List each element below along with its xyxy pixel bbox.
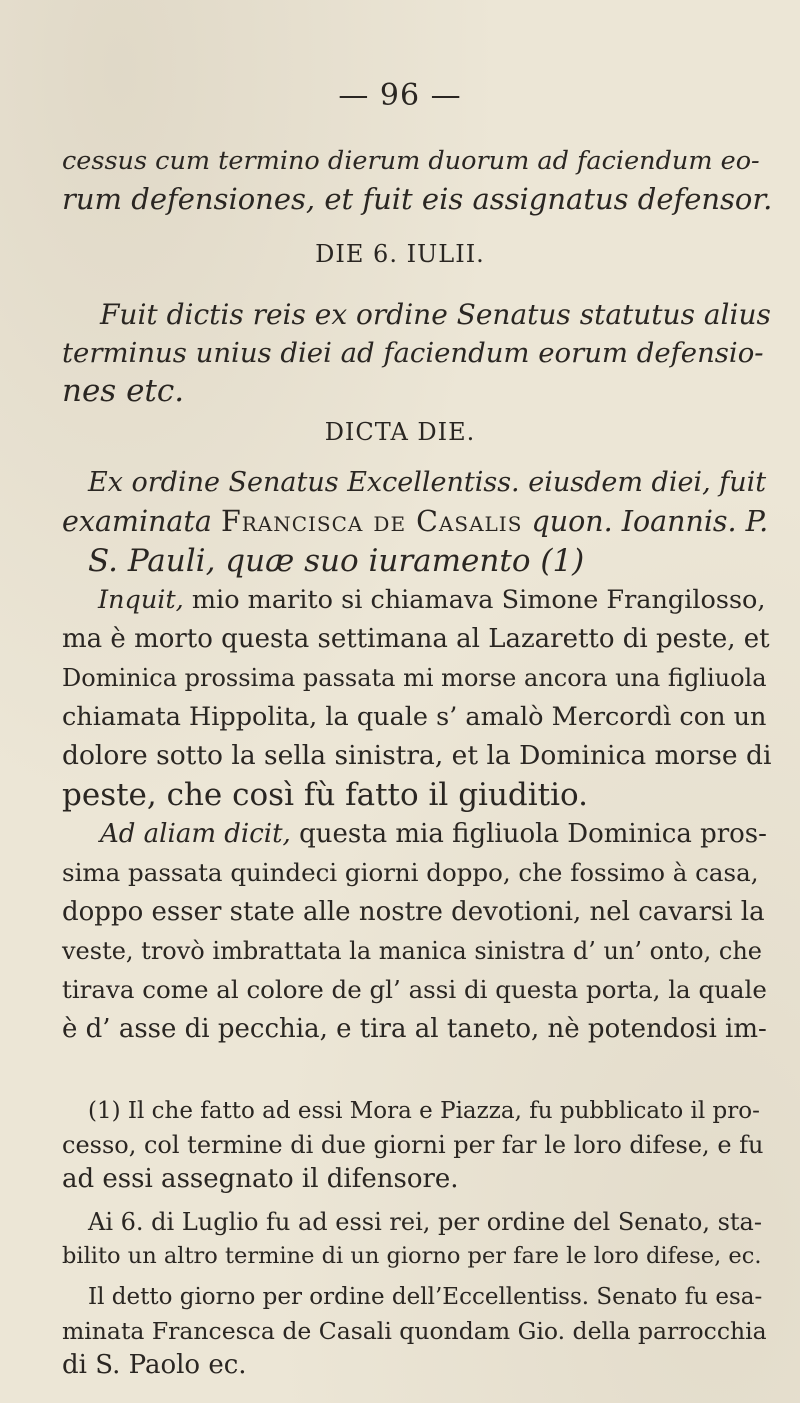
text-fragment: Ad aliam dicit,	[100, 819, 291, 849]
text-line: peste, che così fù fatto il giuditio.	[62, 777, 589, 813]
section-heading-date: DIE 6. IULII.	[315, 240, 485, 268]
text-line: Fuit dictis reis ex ordine Senatus statutus alius	[100, 298, 771, 331]
footnote-line: di S. Paolo ec.	[62, 1350, 247, 1380]
text-line	[98, 581, 766, 619]
text-fragment: examinata	[62, 505, 212, 538]
text-fragment: mio marito si chiamava Simone Frangilosso,	[191, 585, 766, 615]
text-line: rum defensiones, et fuit eis assignatus defensor.	[62, 182, 773, 216]
text-fragment: quon. Ioannis. P.	[531, 505, 769, 538]
text-line: tirava come al colore de gl’ assi di questa porta, la quale	[62, 975, 767, 1004]
text-line: cessus cum termino dierum duorum ad faciendum eo-	[62, 146, 760, 176]
footnote-line: Ai 6. di Luglio fu ad essi rei, per ordine del Senato, sta-	[88, 1208, 762, 1236]
footnote-line: minata Francesca de Casali quondam Gio. della parrocchia	[62, 1317, 767, 1345]
text-line: Ex ordine Senatus Excellentiss. eiusdem diei, fuit	[88, 467, 767, 498]
text-line	[100, 815, 767, 853]
footnote-line: bilito un altro termine di un giorno per fare le loro difese, ec.	[62, 1243, 762, 1269]
text-line	[62, 503, 768, 541]
footnote-line: ad essi assegnato il difensore.	[62, 1164, 459, 1194]
section-heading-dicta-die: DICTA DIE.	[324, 418, 476, 446]
text-line: è d’ asse di pecchia, e tira al taneto, nè potendosi im-	[62, 1014, 767, 1044]
text-line: ma è morto questa settimana al Lazaretto di peste, et	[62, 624, 770, 654]
text-line: nes etc.	[62, 373, 185, 409]
text-fragment: Inquit,	[98, 585, 184, 615]
footnote-line: (1) Il che fatto ad essi Mora e Piazza, fu pubblicato il pro-	[88, 1098, 760, 1124]
footnote-line: cesso, col termine di due giorni per far le loro difese, e fu	[62, 1131, 764, 1159]
text-line: dolore sotto la sella sinistra, et la Dominica morse di	[62, 740, 772, 771]
text-line: Dominica prossima passata mi morse ancora una figliuola	[62, 664, 767, 692]
text-line: doppo esser state alle nostre devotioni, nel cavarsi la	[62, 897, 765, 927]
text-line: veste, trovò imbrattata la manica sinistra d’ un’ onto, che	[62, 937, 762, 965]
text-line: S. Pauli, quæ suo iuramento (1)	[88, 543, 585, 579]
text-fragment: questa mia figliuola Dominica pros-	[299, 819, 767, 849]
text-line: sima passata quindeci giorni doppo, che fossimo à casa,	[62, 858, 759, 887]
footnote-line: Il detto giorno per ordine dell’Eccellentiss. Senato fu esa-	[88, 1284, 763, 1310]
text-line: chiamata Hippolita, la quale s’ amalò Mercordì con un	[62, 702, 767, 732]
witness-name: Francisca de Casalis	[220, 505, 523, 538]
page-number: — 96 —	[338, 78, 462, 113]
text-line: terminus unius diei ad faciendum eorum defensio-	[62, 337, 764, 369]
